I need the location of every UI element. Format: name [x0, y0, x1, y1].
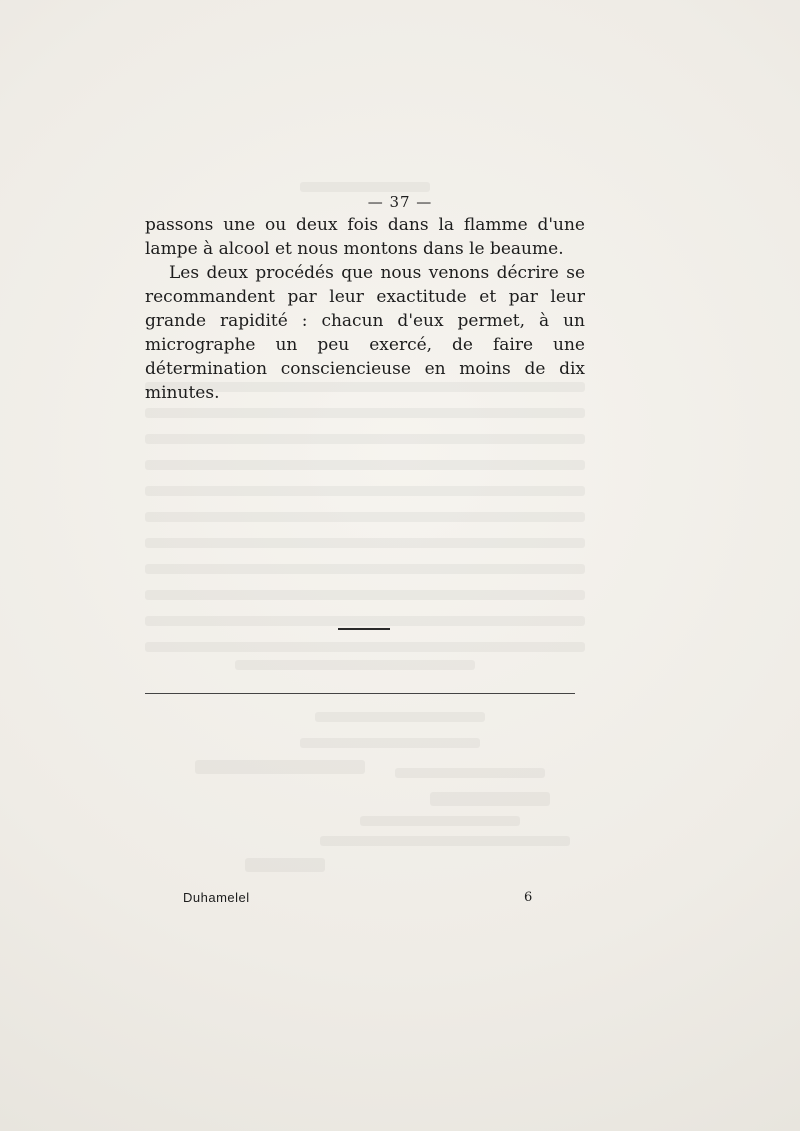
- show-through-mark: [320, 836, 570, 846]
- show-through-mark: [145, 642, 585, 652]
- show-through-mark: [145, 538, 585, 548]
- show-through-mark: [145, 616, 585, 626]
- show-through-mark: [300, 738, 480, 748]
- paragraph: passons une ou deux fois dans la flamme d'une lampe à alcool et nous montons dans le beaume.: [145, 215, 585, 259]
- show-through-mark: [315, 712, 485, 722]
- show-through-mark: [195, 760, 365, 774]
- show-through-mark: [245, 858, 325, 872]
- show-through-mark: [395, 768, 545, 778]
- show-through-mark: [360, 816, 520, 826]
- show-through-mark: [145, 590, 585, 600]
- show-through-mark: [145, 512, 585, 522]
- show-through-mark: [145, 486, 585, 496]
- show-through-mark: [300, 182, 430, 192]
- show-through-mark: [145, 408, 585, 418]
- end-of-section-rule: [338, 628, 390, 630]
- page-number-header: — 37 —: [367, 193, 433, 211]
- show-through-mark: [430, 792, 550, 806]
- show-through-mark: [145, 434, 585, 444]
- show-through-mark: [145, 564, 585, 574]
- body-text: [145, 213, 585, 405]
- separator-rule: [145, 693, 575, 694]
- paragraph: Les deux procédés que nous venons décrire se recommandent par leur exactitude et par leur grande rapidité : chacun d'eux permet, à un micrographe un peu exercé, de faire une détermination consciencieuse en moins de dix minutes.: [145, 263, 585, 403]
- show-through-mark: [145, 460, 585, 470]
- sheet-number: 6: [524, 890, 533, 905]
- printer-signature: Duhamelel: [183, 890, 250, 905]
- show-through-mark: [235, 660, 475, 670]
